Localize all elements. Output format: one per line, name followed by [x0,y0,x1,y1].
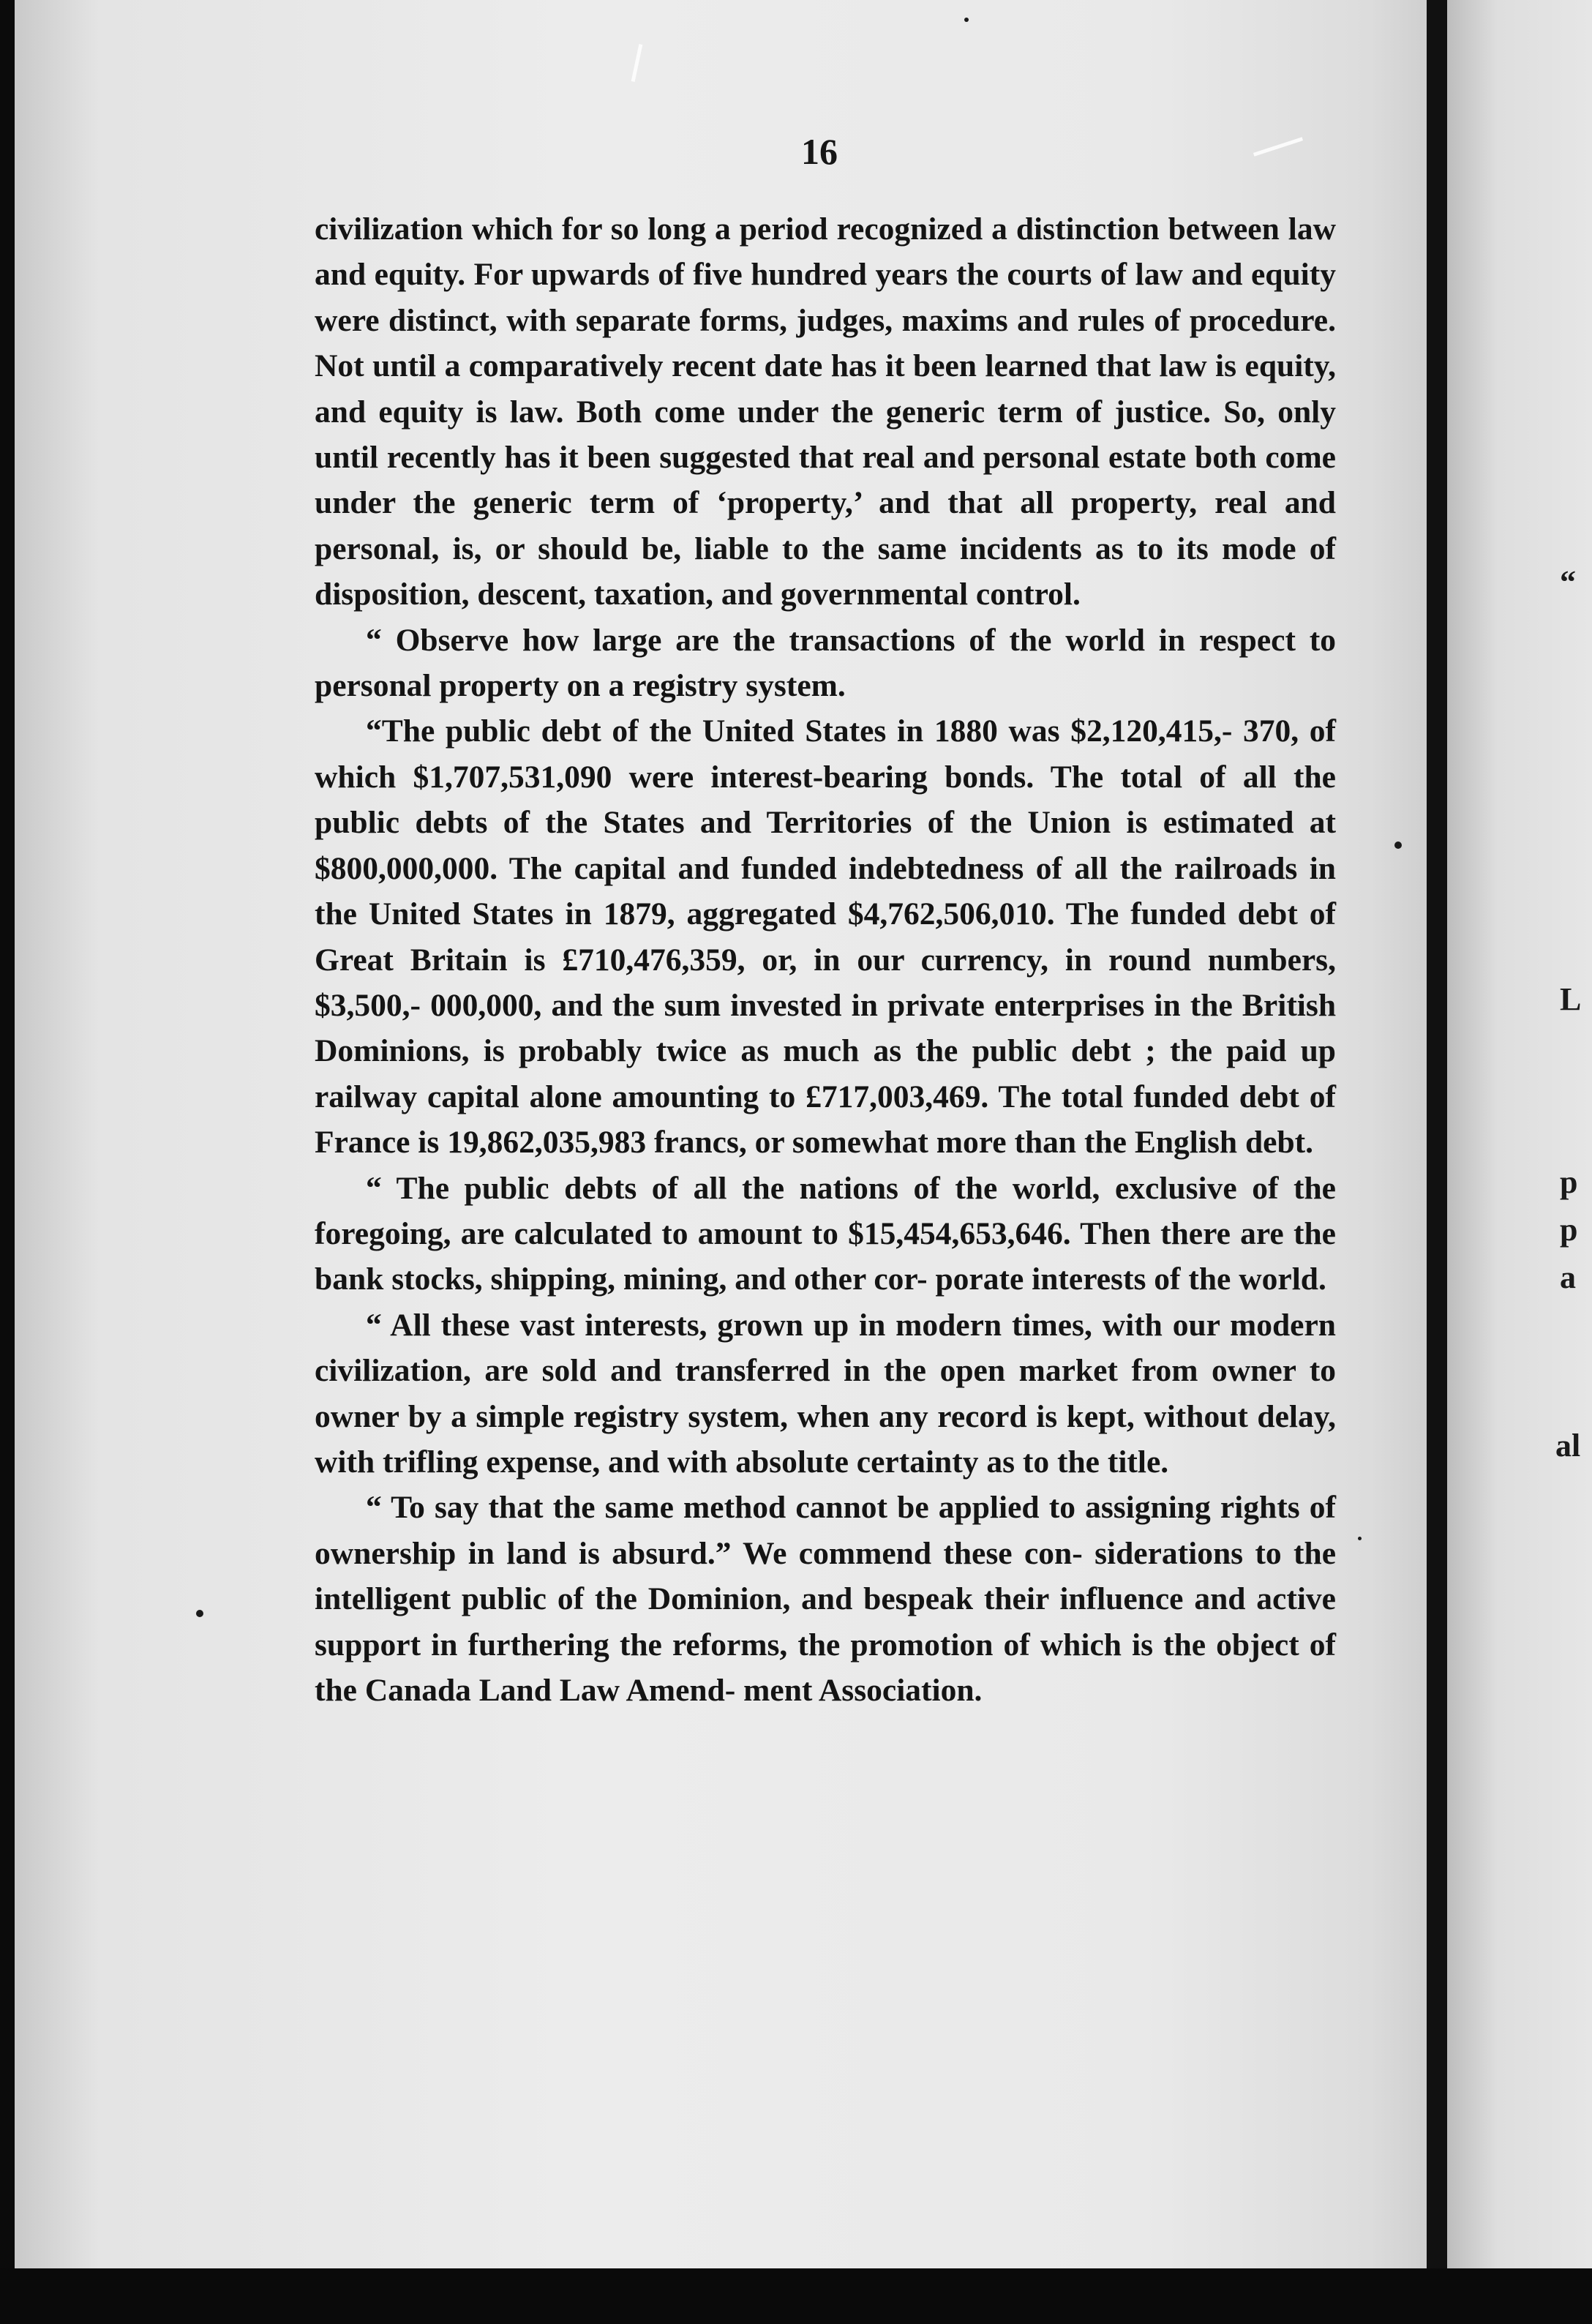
adjacent-page-fragment: p [1560,1212,1578,1248]
text-line: real and personal, is, or should be, liable to the same incidents as [315,485,1336,566]
text-line: recently has it been suggested that real and personal estate both [386,440,1266,476]
scan-speck [1394,841,1402,849]
adjacent-page-fragment: L [1560,981,1582,1017]
text-line: Then there are the bank stocks, shipping, mining, and other cor- [315,1215,1336,1297]
text-line: from owner to owner by a simple registry system, when any [315,1353,1336,1434]
text-line: to personal property on a registry system. [315,622,1336,704]
text-line: 000,000, and the sum invested in private enterprises in the [430,987,1242,1023]
page-gutter [1427,0,1447,2324]
text-line: aggregated $4,762,506,010. The funded debt of Great Britain [315,896,1336,978]
adjacent-page-edge [1447,0,1592,2268]
body-text [315,206,1336,1713]
text-line: “ To say that the same method cannot be applied to assigning [366,1490,1220,1526]
text-line: British Dominions, is probably twice as much as the public debt ; [315,987,1337,1069]
text-line: siderations to the intelligent public of the Dominion, and bespeak [315,1535,1337,1617]
text-line: “ The public debts of all the nations of the world, exclusive of [366,1170,1294,1206]
text-line: record is kept, without delay, with trifling expense, and with [315,1398,1336,1480]
text-line: “The public debt of the United States in 1880 was $2,120,415,- [366,713,1233,749]
adjacent-page-fragment: p [1560,1164,1578,1200]
text-line: absolute certainty as to the title. [735,1444,1169,1480]
text-line: modern civilization, are sold and transferred in the open market [315,1307,1336,1389]
text-line: Union is estimated at $800,000,000. The capital and funded [315,805,1336,886]
paragraph [315,1302,1336,1485]
text-line: maxims and rules of procedure. Not until a comparatively recent [315,302,1336,384]
paragraph [315,618,1336,709]
adjacent-page-fragment: a [1560,1259,1576,1295]
text-line: the foregoing, are calculated to amount to $15,454,653,646. [315,1170,1336,1251]
text-line: The total funded debt of France is 19,862,035,983 francs, or [315,1079,1336,1161]
paragraph [315,708,1336,1165]
text-line: the paid up railway capital alone amounting to £717,003,469. [315,1033,1336,1114]
paragraph [315,1166,1336,1302]
text-line: date has it been learned that law is equity, and equity is law. [315,348,1336,430]
paragraph [315,1485,1336,1713]
text-line: come under the generic term of ‘property,’ and that all property, [315,440,1336,521]
text-line: civilization which for so long a period recognized a distinction [315,211,1168,247]
text-line: Both come under the generic term of justice. So, only until [315,394,1337,476]
text-line: courts of law and equity were distinct, with separate forms, judges, [315,257,1336,338]
text-line: 370, of which $1,707,531,090 were interest-bearing bonds. The [315,713,1336,795]
adjacent-page-fragment: al [1555,1428,1581,1463]
page-number: 16 [801,131,838,172]
text-line: to its mode of disposition, descent, taxation, and governmental [315,531,1336,612]
text-line: somewhat more than the English debt. [792,1125,1313,1161]
text-line: control. [975,577,1081,612]
scan-speck [196,1610,203,1617]
text-line: between law and equity. For upwards of five hundred years the [315,211,1336,293]
scan-bottom-border [0,2268,1592,2324]
text-line: “ All these vast interests, grown up in modern times, with our [366,1307,1230,1343]
text-line: “ Observe how large are the transactions of the world in respect [366,622,1310,658]
paragraph [315,206,1336,618]
text-line: rights of ownership in land is absurd.” We commend these con- [315,1490,1336,1571]
scan-speck [964,18,969,22]
text-line: is £710,476,359, or, in our currency, in round numbers, $3,500,- [315,942,1336,1023]
text-line: ment Association. [743,1673,983,1708]
scan-speck [1358,1537,1362,1540]
text-line: indebtedness of all the railroads in the United States in 1879, [315,850,1336,932]
text-line: porate interests of the world. [935,1262,1326,1297]
text-line: their influence and active support in furthering the reforms, the [315,1581,1336,1663]
text-line: promotion of which is the object of the Canada Land Law Amend- [315,1627,1336,1708]
text-line: total of all the public debts of the States and Territories of the [315,759,1336,841]
adjacent-page-fragment: “ [1560,564,1576,600]
